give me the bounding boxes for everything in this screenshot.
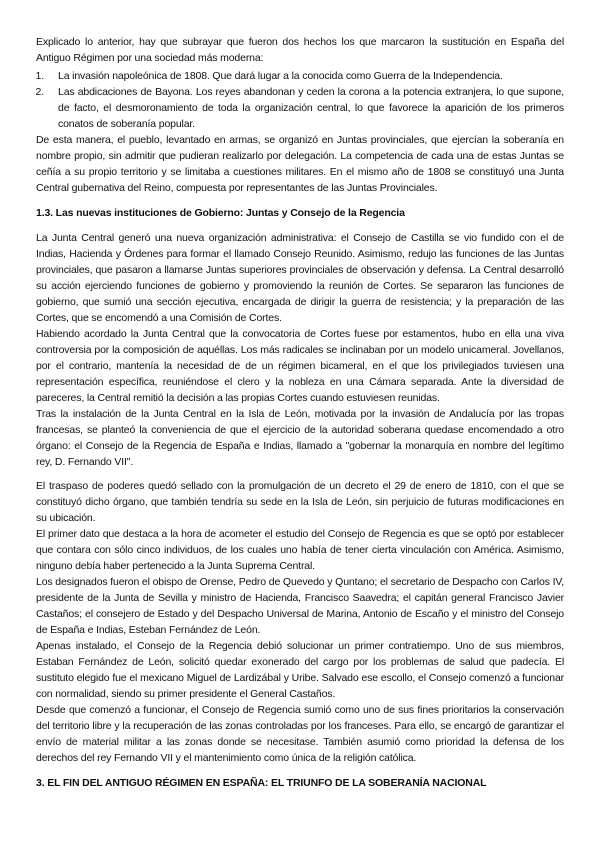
list-item-text: Las abdicaciones de Bayona. Los reyes abandonan y ceden la corona a la potencia extranjera, lo que supone, de facto, el desmoronamiento de toda la organización central, lo que favorece la aparición de los primeros conatos de soberanía popular. [58,86,564,130]
list-item-number: 1. [35,70,44,82]
final-heading: 3. EL FIN DEL ANTIGUO RÉGIMEN EN ESPAÑA: EL TRIUNFO DE LA SOBERANÍA NACIONAL [36,777,487,789]
document-page [36,34,564,800]
isla-de-leon-paragraph: Tras la instalación de la Junta Central en la Isla de León, motivada por la invasión de Andalucía por las tropas francesas, se planteó la conveniencia de que el ejercicio de la autoridad soberana quedase encomendado a otro órgano: el Consejo de la Regencia de España e Indias, llamado a "gobernar la monarquía en nombre del legítimo rey, D. Fernando VII". [36,408,564,468]
list-item [36,84,564,132]
funcionar-paragraph: Desde que comenzó a funcionar, el Consejo de Regencia sumió como uno de sus fines prioritarios la conservación del territorio libre y la recuperación de las zonas controladas por los franceses. Para ello, se encargó de garantizar el envío de material militar a las zonas donde se necesitase. También asumió como prioridad la defensa de los derechos del rey Fernando VII y el mantenimiento como única de la religión católica. [36,704,564,764]
events-list [36,68,564,132]
junta-central-paragraph: La Junta Central generó una nueva organización administrativa: el Consejo de Castilla se vio fundido con el de Indias, Hacienda y Órdenes para formar el llamado Consejo Reunido. Asimismo, redujo las funciones de las Juntas provinciales, que pasaron a llamarse Juntas superiores provinciales de observación y defensa. La Central desarrolló su acción ejerciendo funciones de gobierno y promoviendo la reunión de Cortes. Se separaron las funciones de gobierno, que sumió una sección ejecutiva, encargada de dirigir la guerra de resistencia; y la preparación de las Cortes, que se encomendó a una Comisión de Cortes. [36,232,564,324]
juntas-paragraph: De esta manera, el pueblo, levantado en armas, se organizó en Juntas provinciales, que ejercían la soberanía en nombre propio, sin admitir que pudieran realizarlo por delegación. La competencia de cada una de estas Juntas se ceñía a su propio territorio y se limitaba a cuestiones militares. En el mismo año de 1808 se constituyó una Junta Central gubernativa del Reino, compuesta por representantes de las Juntas Provinciales. [36,134,564,194]
list-item-text: La invasión napoleónica de 1808. Que dará lugar a la conocida como Guerra de la Independencia. [58,70,503,82]
intro-paragraph: Explicado lo anterior, hay que subrayar que fueron dos hechos los que marcaron la sustitución en España del Antiguo Régimen por una sociedad más moderna: [36,36,564,64]
cortes-paragraph: Habiendo acordado la Junta Central que la convocatoria de Cortes fuese por estamentos, hubo en ella una viva controversia por la composición de aquéllas. Los más radicales se inclinaban por un modelo unicameral. Jovellanos, por el contrario, mantenía la necesidad de de un régimen bicameral, en el que los privilegiados tuviesen una representación específica, reuniéndose el clero y la nobleza en una Cámara separada. Ante la diversidad de pareceres, la Central remitió la decisión a las propias Cortes cuando estuviesen reunidas. [36,328,564,404]
designados-paragraph: Los designados fueron el obispo de Orense, Pedro de Quevedo y Quntano; el secretario de Despacho con Carlos IV, presidente de la Junta de Sevilla y ministro de Hacienda, Francisco Saavedra; el capitán general Francisco Javier Castaños; el consejero de Estado y del Despacho Universal de Marina, Antonio de Escaño y el ministro del Consejo de España e Indias, Esteban Fernández de León. [36,576,564,636]
list-item [36,68,564,84]
section-heading: 1.3. Las nuevas instituciones de Gobierno: Juntas y Consejo de la Regencia [36,207,405,219]
contratiempo-paragraph: Apenas instalado, el Consejo de la Regencia debió solucionar un primer contratiempo. Uno de sus miembros, Estaban Fernández de León, solicitó quedar exonerado del cargo por los problemas de salud que padecía. El sustituto elegido fue el mexicano Miguel de Lardizábal y Uribe. Salvado ese escollo, el Consejo comenzó a funcionar con normalidad, siendo su primer presidente el General Castaños. [36,640,564,700]
traspaso-paragraph: El traspaso de poderes quedó sellado con la promulgación de un decreto el 29 de enero de 1810, con el que se constituyó dicho órgano, que también tendría su sede en la Isla de León, sin perjuicio de futuras modificaciones en su ubicación. [36,480,564,524]
primer-dato-paragraph: El primer dato que destaca a la hora de acometer el estudio del Consejo de Regencia es que se optó por establecer que contara con sólo cinco individuos, de los cuales uno había de tener cierta vinculación con América. Asimismo, ninguno debía haber pertenecido a la Junta Suprema Central. [36,528,564,572]
paragraph-spacer [36,470,564,478]
list-item-number: 2. [35,86,44,98]
